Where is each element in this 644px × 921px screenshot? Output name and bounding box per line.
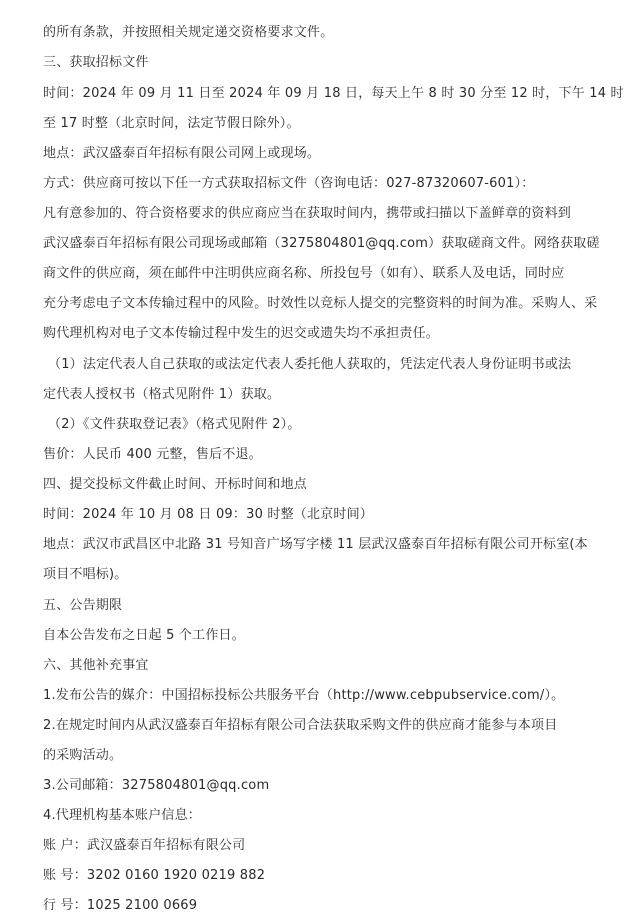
- section-heading-deadline-and-opening: 四、提交投标文件截止时间、开标时间和地点: [43, 477, 308, 492]
- section-heading-other-matters: 六、其他补充事宜: [43, 658, 149, 673]
- other-matter-2-line-1: 2.在规定时间内从武汉盛泰百年招标有限公司合法获取采购文件的供应商才能参与本项目: [43, 718, 558, 733]
- other-matter-3-company-email: 3.公司邮箱：3275804801@qq.com: [43, 778, 270, 793]
- other-matter-2-line-2: 的采购活动。: [43, 748, 123, 763]
- obtain-location: 地点：武汉盛泰百年招标有限公司网上或现场。: [43, 146, 321, 161]
- obtain-instructions-line-1: 凡有意参加的、符合资格要求的供应商应当在获取时间内，携带或扫描以下盖鲜章的资料到: [43, 206, 572, 221]
- obtain-time-line-1: 时间：2024 年 09 月 11 日至 2024 年 09 月 18 日，每天上午 8 时 30 分至 12 时，下午 14 时: [43, 86, 624, 101]
- section-heading-obtain-tender-docs: 三、获取招标文件: [43, 55, 149, 70]
- requirement-item-1-line-1: （1）法定代表人自己获取的或法定代表人委托他人获取的，凭法定代表人身份证明书或法: [48, 357, 572, 372]
- obtain-method: 方式：供应商可按以下任一方式获取招标文件（咨询电话：027-87320607-601）：: [43, 176, 535, 191]
- opening-location-line-2: 项目不唱标)。: [43, 567, 128, 582]
- obtain-instructions-line-2: 武汉盛泰百年招标有限公司现场或邮箱（3275804801@qq.com）获取磋商文件。网络获取磋: [43, 236, 600, 251]
- section-heading-announcement-period: 五、公告期限: [43, 598, 123, 613]
- line-submission-requirements-tail: 的所有条款，并按照相关规定递交资格要求文件。: [43, 25, 334, 40]
- obtain-instructions-line-4: 充分考虑电子文本传输过程中的风险。时效性以竞标人提交的完整资料的时间为准。采购人、采: [43, 296, 598, 311]
- account-number: 账 号：3202 0160 1920 0219 882: [43, 868, 266, 883]
- obtain-instructions-line-3: 商文件的供应商，须在邮件中注明供应商名称、所投包号（如有）、联系人及电话，同时应: [43, 266, 565, 281]
- other-matter-4-account-info: 4.代理机构基本账户信息：: [43, 808, 202, 823]
- other-matter-1-publication-media: 1.发布公告的媒介：中国招标投标公共服务平台（http://www.cebpubservice.com/）。: [43, 688, 565, 703]
- opening-location-line-1: 地点：武汉市武昌区中北路 31 号知音广场写字楼 11 层武汉盛泰百年招标有限公司开标室(本: [43, 537, 588, 552]
- obtain-time-line-2: 至 17 时整（北京时间，法定节假日除外）。: [43, 116, 300, 131]
- bank-code: 行 号：1025 2100 0669: [43, 898, 198, 913]
- sale-price: 售价：人民币 400 元整，售后不退。: [43, 447, 262, 462]
- requirement-item-1-line-2: 定代表人授权书（格式见附件 1）获取。: [43, 387, 281, 402]
- obtain-instructions-line-5: 购代理机构对电子文本传输过程中发生的迟交或遗失均不承担责任。: [43, 326, 440, 341]
- announcement-period: 自本公告发布之日起 5 个工作日。: [43, 628, 245, 643]
- account-holder: 账 户：武汉盛泰百年招标有限公司: [43, 838, 246, 853]
- requirement-item-2: （2）《文件获取登记表》（格式见附件 2）。: [48, 417, 301, 432]
- deadline-time: 时间：2024 年 10 月 08 日 09：30 时整（北京时间）: [43, 507, 373, 522]
